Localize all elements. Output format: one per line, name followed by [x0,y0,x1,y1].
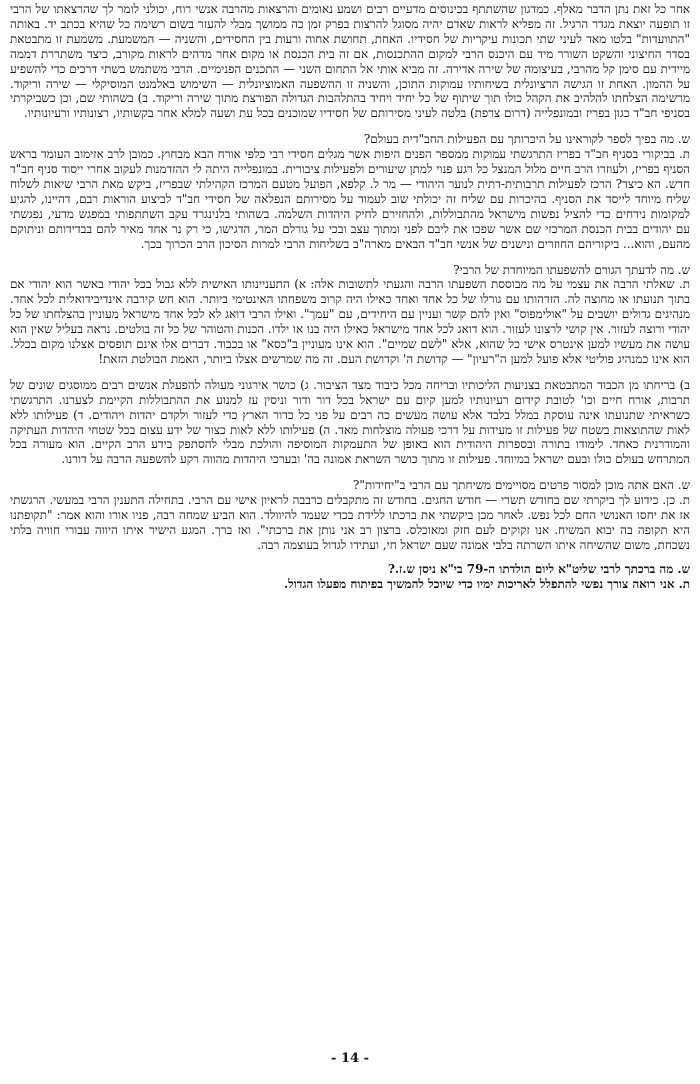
paragraph-qa-influence: ש. מה לדעתך הגורם להשפעתו המיוחדת של הרבי? ת. שאלתי הרבה את עצמי על מה מבוססת השפעתו הרבה והגעתי לתשובות אלה: א) התעניינותו האישית ללא גבול בכל יהודי באשר הוא יהודי אם בתוך תנועתו או מחוצה לה. הזדהותו עם גורלו של כל אחד ואחד כאילו היה קרוב משפחתו האינטימי ביותר. הוא חש קירבה אינדיבידואלית לכל אחד. מנהיגים גדולים יושבים על "אולימפוס" ואין להם קשר ועניין עם היחידים, עם "עמך". ואילו הרבי דואג לא לכל אחד מישראל מעוניין בהצלחתו של כל יהודי ורוצה לעזור. אין קושי לרצונו לעזור. הוא דואג לכל אחד מישראל כאילו היה בנו או ילדו. הכנות והטוהר של כל זה בולטים. נראה בעליל שאין הוא עושה את מעשיו למען אינטרס אישי כל שהוא, אלא "לשם שמיים". הוא אינו מעוניין ב"כסא" או בכבוד. דברים אלו אינם תופסים אצלנו מקום בכלל. הוא אינו כמנהיג פוליטי אלא פועל למען ה"רעיון" — קדושת ה' וקדושת העם. זה מה שמרשים אצלו ביותר, האמת הבולטת הזאת! [10,262,690,366]
page-number: - 14 - [331,1051,369,1066]
paragraph-qa-yechidut: ש. האם אתה מוכן למסור פרטים מסויימים משיחתך עם הרבי ב"יחידות"? ת. כן. כידוע לך ביקרתי שם בחודש תשרי — חודש החגים. בחודש זה מתקבלים כרבבה לראיון אישי עם הרבי. בתחילה התענין הרבי במעשי. הרגשתי אז את יחסו האנושי החם לכל נפש. לאחר מכן ביקשתי את ברכתו ללידת בכדי שעמד להיוולד. הוא הביע שמחה רבה, פניו אורו והוא אמר: "תקופתנו היא תקופה בה יבוא המשיח. אנו זקוקים לעם חזק ומאוכלס. ברצון רב אני נותן את ברכתי". ואז ברך. המגע הישיר איתו היווה עבורי חוויה בלתי נשכחת, משום שהשיחה איתו השרתה בלבי אמונה שעם ישראל חי, ועתידו לגדול בעוצמה רבה. [10,478,690,552]
paragraph-qualities: ב) בריחתו מן הכבוד המתבטאת בצניעות הליכותיו ובריחה מכל כיבוד מצד הציבור. ג) כושר אירגוני מעולה להפעלת אנשים רבים ממוסגים שונים של תרבות, אורח חיים וכו' לטובת קידום רעיונותיו למען קיום עם ישראל בכל דור ודור וניסין עז למנוע את ההתבוללות הקיימת לצערנו. התרגשתי כשראיתי שתנועתו אינה עוסקת במלל בלבד אלא עושה מעשים כה רבים על פני כל כדור הארץ כדי לעזור ולקדם יהדות ויהודים. ד) פעילותו ללא לאות שהתוצאות בשטח של פעילות זו מעידות על דרכי פעולה מוצלחות מאד. ה) פעילותו ללא לאות כצור של ידע עצום בכל שטחי היהדות העתיקה והמודרנית כאחד. לימודו בתורה ובספרות היהודית הוא באופן של התעמקות המוסיפה והולכת מבלי להסתפק בידע הרב הקיים. הוא מעורה בכל המתרחש בעולם כולו ובעם ישראל במיוחד. פעילות זו מתוך כושר השראת אמונה בה' ובערכי היהדות מהווה רקע להשפעה הרבה על דורנו. [10,377,690,467]
paragraph-qa-blessing: ש. מה ברכתך לרבי שליט"א ליום הולדתו ה-79 בי"א ניסן ש.ז.? ת. אני רואה צורך נפשי להתפלל לאריכות ימיו כדי שיוכל להמשיך בפיתוח מפעלו הגדול. [284,561,690,591]
paragraph-qa-chabad-world: ש. מה בפיך לספר לקוראינו על היכרותך עם הפעילות החב"דית בעולם? ת. בביקורי בסניף חב"ד בפריז התרגשתי עמוקות ממספר הפנים היפות אשר מגלים חסידי רבי כלפי אורח הבא מבחוץ. כמובן לרב אזימוב העומד בראש הסניף בפריז, ולעוזרו הרב חיים מלול המנצל כל רגע פנוי למתן שיעורים ולפעילות ציבורית. במונפלייה היתה לי ההזדמנות לעקוב אחרי ייסוד סניף חב"ד חדש. הא כיצד? הרכז לפעילות תרבותית-דתית לנוער היהודי — מר ל. קלפא, הפועל מטעם המרכז הקהילתי שבפריז, ביקש מאת הרבי שיאות לשלוח שליח מיוחד לייסד את הסניף. בהיכרות עם שליח זה יכולתי שוב לעמוד על מסירותם הנפלאה של חסידי חב"ד לביצוע הוראות רבם, דהיינו, להגיע למקומות נידחים כדי להציל נפשות מישראל מהתבוללות, ולהחזירם לחיק היהדות השלמה. בשהותי בלנינגרד עקב השתתפותי במפגש מדעי, נפגשתי עם יהודים בבית הכנסת המרכזי שם אשר שפכו את ליבם לפני ומתוך עצב ובכי על גורלם המר, הדגישו, כי רק נר אחד מאיר להם בבדידותם וניתוקם מהעם, והוא... ביקוריהם החוזרים ונישנים של אנשי חב"ד הבאים מארה"ב בשליחות הרבי למרות הסיכון הרב הכרוך בכך. [10,132,690,251]
paragraph-intro: אחר כל זאת נתן הדבר מאלף. כמדגון שהשתתף בכינוסים מדעיים רבים ושמע נאומים והרצאות מהרבה אנשי רוח, יכולני לומר לך שהרצאתו של הרבי זו תופעה יוצאת מגדר הרגיל. זה מפליא לראות שאדם יהיה מסוגל להרצות בפרק זמן כה ממושך מבלי להעזר בשום רשימה כל שהיא בכתב יד. באותה "התוועדות" בלטו מאד לעיני שתי תכונות עיקריות של חסידיו. האחת, תחושת אחוה ורעות בין החסידים, והשניה — המשמעת. משמעת זו מתבטאת בסדר החיצוני והשקט השורר מיד עם היכנס הרבי למקום ההתכנסות, אם זה בית הכנסת או מקום אחר מדהים לראות מקורב, כיצד משתררת דממה מיידית עם סימן קל מהרבי, בעיצומה של שירה אדירה. זה מביא אותי אל התחום השני — התכנים הפנימיים. הרבי משתמש בשתי דרכים כדי להשפיע על ההמון. האחת זו הגישה הרציונלית בשיחותיו עמוקות התוכן, והשניה זו ההשפעה האמוציונלית — השימוש באלמנט המוסיקלי — שירה וריקוד. מרשימה הצלחתו להלהיב את הקהל כולו תוך שיתוף של כל יחיד ויחיד בהתלהבות הגדולה הפורצת מתוך שירה וריקוד. ב) בשהותי שם, וכן כשביקרתי בסניפי חב"ד כגון בפריז ובמונפלייה (דרום צרפת) בלטה לעיני מסירותם של חסידיו שמוכנים בכל עת ושעה למלא אחר בקשותיו, רצונותיו ורעיונותיו. [10,2,690,121]
article-page [10,2,690,1084]
